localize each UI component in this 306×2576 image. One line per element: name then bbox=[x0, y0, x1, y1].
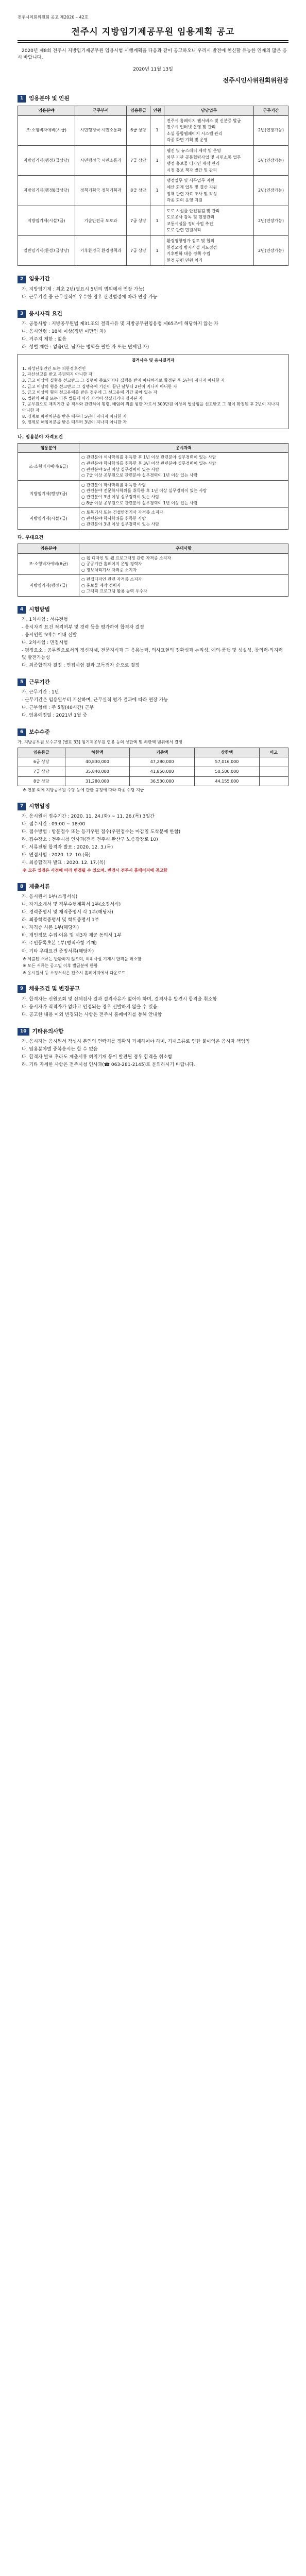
doc-note: ※ 모든 서류는 공고일 이후 발급분에 한함 bbox=[23, 963, 98, 969]
list-item: 나. 2차시험 : 면접시험 bbox=[22, 640, 68, 646]
list-item: 가. 응시자는 응시원서 작성시 본인의 연락처를 정확히 기재하여야 하며, 기재오류로 인한 불이익은 응시자 책임임 bbox=[22, 1039, 250, 1044]
list-item: 사. 최종합격자 발표 : 2020. 12. 17.(목) bbox=[22, 860, 106, 866]
requirement-line: ○ 관련분야 전문학사학위를 취득한 후 1년 이상 실무경력이 있는 사람 bbox=[81, 488, 207, 494]
title-rule bbox=[18, 40, 288, 43]
section-3-items bbox=[18, 321, 288, 351]
list-item: - 응시인원 5배수 이내 선발 bbox=[22, 633, 77, 638]
section-title: 근무기간 bbox=[29, 679, 50, 685]
dept-cell: 기후환경국 환경정책과 bbox=[75, 236, 127, 266]
salary-cell: 8급 상당 bbox=[18, 776, 65, 786]
section-8-items bbox=[18, 894, 288, 955]
count-cell: 1 bbox=[150, 115, 164, 145]
preference-subtitle: 다. 우대요건 bbox=[18, 535, 44, 540]
salary-cell: 7급 상당 bbox=[18, 767, 65, 777]
doc-note: ※ 제출된 서류는 반환하지 않으며, 허위사실 기재시 합격을 취소함 bbox=[23, 956, 142, 961]
col-header: 하한액 bbox=[65, 748, 130, 757]
field-cell: 일반임기제(환경7급상당) bbox=[18, 236, 75, 266]
duty-line: 각종 화면 기획 및 운영 bbox=[166, 138, 208, 143]
list-item: 가. 근무기간 : 1년 bbox=[22, 689, 59, 695]
col-header: 임용분야 bbox=[18, 544, 79, 553]
section-title: 임용기간 bbox=[29, 276, 50, 282]
duty-line: 교통시설물 정비사업 추진 bbox=[166, 221, 213, 226]
box-line: 3. 금고 이상의 실형을 선고받고 그 집행이 종료되거나 집행을 받지 아니하기로 확정된 후 5년이 지나지 아니한 자 bbox=[22, 378, 225, 383]
section-number: 2 bbox=[18, 276, 26, 283]
grade-cell: 7급 상당 bbox=[127, 145, 150, 175]
list-item: 다. 임용예정일 : 2021년 1월 중 bbox=[22, 713, 88, 718]
list-item: 라. 접수장소 : 전주시청 인사과(전북 전주시 완산구 노송광장로 10) bbox=[22, 837, 158, 843]
duty-line: 외부 기관 공동협력사업 및 시민소통 업무 bbox=[166, 155, 241, 160]
list-item: 다. 최종합격자 결정 : 면접시험 결과 고득점자 순으로 결정 bbox=[22, 663, 140, 668]
section-4-heading bbox=[18, 606, 288, 614]
table-row bbox=[18, 508, 288, 530]
list-item: 가. 1차시험 : 서류전형 bbox=[22, 617, 68, 623]
salary-cell: 31,280,000 bbox=[65, 776, 130, 786]
dept-cell: 기술안전국 도로과 bbox=[75, 206, 127, 235]
salary-cell bbox=[259, 767, 288, 777]
col-header: 인원 bbox=[150, 106, 164, 115]
section-6-heading bbox=[18, 728, 288, 736]
section-number: 1 bbox=[18, 95, 26, 103]
duties-cell bbox=[164, 236, 254, 266]
salary-cell: 47,280,000 bbox=[130, 757, 195, 767]
duty-line: 소셜 통합웹페이지 시스템 관리 bbox=[166, 131, 223, 136]
duties-cell bbox=[164, 145, 254, 175]
list-item: 나. 응시연령 : 18세 이상(정년 미만인 자) bbox=[22, 329, 106, 335]
duty-line: 예산 회계 업무 및 결산 지원 bbox=[166, 184, 217, 190]
section-number: 3 bbox=[18, 310, 26, 318]
section-1-heading bbox=[18, 95, 288, 103]
section-title: 임용분야 및 인원 bbox=[29, 95, 70, 101]
box-line: 7. 공무원으로 재직기간 중 직무와 관련하여 횡령, 배임의 죄를 범한 자로서 300만원 이상의 벌금형을 선고받고 그 형이 확정된 후 2년이 지나지 아니한 자 bbox=[22, 402, 279, 413]
list-item: 아. 기타 우대요건 증빙서류(해당자) bbox=[22, 948, 94, 954]
table-row bbox=[18, 115, 288, 145]
section-title: 보수수준 bbox=[29, 729, 50, 736]
qualification-subtitle: 나. 임용분야 자격요건 bbox=[18, 434, 63, 440]
section-number: 5 bbox=[18, 679, 26, 686]
section-2-items bbox=[18, 286, 288, 301]
field-cell: 지방임기제(시설7급) bbox=[18, 206, 75, 235]
period-cell: 5년(연장가능) bbox=[254, 145, 288, 175]
col-header: 근무기간 bbox=[254, 106, 288, 115]
disqualification-box bbox=[18, 354, 288, 429]
box-title: 결격사유 및 응시결격자 bbox=[131, 358, 175, 363]
col-header: 임용분야 bbox=[18, 106, 75, 115]
section-3-heading bbox=[18, 310, 288, 318]
positions-table bbox=[18, 106, 288, 266]
duty-line: 도로 관련 민원처리 bbox=[166, 228, 201, 233]
duties-cell bbox=[164, 115, 254, 145]
requirement-line: ○ 편집디자인 관련 자격증 소지자 bbox=[81, 577, 142, 582]
list-item: - 평정요소 : 공무원으로서의 정신자세, 전문지식과 그 응용능력, 의사표현의 정확성과 논리성, 예의·품행 및 성실성, 창의력·의지력 및 발전가능성 bbox=[22, 648, 283, 660]
list-item: 나. 근무기간 중 근무실적이 우수한 경우 관련법령에 따라 연장 가능 bbox=[22, 294, 158, 300]
section-title: 시험일정 bbox=[29, 803, 50, 809]
section-title: 시험방법 bbox=[29, 606, 50, 613]
schedule-warning: ※ 모든 일정은 사정에 따라 변경될 수 있으며, 변경시 전주시 홈페이지에 공고함 bbox=[23, 868, 168, 873]
duties-cell bbox=[164, 176, 254, 206]
section-4-items bbox=[18, 617, 288, 669]
section-7-heading bbox=[18, 803, 288, 810]
issuer-name: 전주시인사위원회위원장 bbox=[223, 77, 288, 84]
requirement-line: ○ 관련분야 3년 이상 실무경력이 있는 사람 bbox=[81, 494, 159, 499]
box-line: 5. 금고 이상의 형의 선고유예를 받은 경우에 그 선고유예 기간 중에 있는 자 bbox=[22, 390, 158, 395]
col-header: 기준액 bbox=[130, 748, 195, 757]
table-header-row bbox=[18, 106, 288, 115]
salary-cell: 40,830,000 bbox=[65, 757, 130, 767]
section-title: 채용조건 및 변경공고 bbox=[29, 986, 80, 992]
grade-cell: 6급 상당 bbox=[127, 115, 150, 145]
list-item: 나. 응시자가 적격자가 없다고 인정되는 경우 선발하지 않을 수 있음 bbox=[22, 1004, 158, 1010]
box-line: 8. 징계로 파면처분을 받은 때부터 5년이 지나지 아니한 자 bbox=[22, 414, 127, 419]
col-header: 응시자격 bbox=[79, 443, 288, 453]
duties-cell bbox=[164, 206, 254, 235]
list-item: 나. 접수시간 : 09:00 ~ 18:00 bbox=[22, 822, 86, 827]
duty-line: 기후변화 대응 정책 수립 bbox=[166, 251, 211, 257]
field-cell: 지방임기제(행정7급) bbox=[18, 575, 79, 597]
requirement-line: ○ 관련분야 5년 이상 실무경력이 있는 사람 bbox=[81, 467, 159, 472]
salary-cell bbox=[259, 757, 288, 767]
list-item: 바. 면접시험 : 2020. 12. 10.(목) bbox=[22, 853, 91, 858]
section-number: 10 bbox=[18, 1028, 29, 1036]
dept-cell: 시민행정국 시민소통과 bbox=[75, 115, 127, 145]
requirement-line: ○ 정보처리기사 자격증 소지자 bbox=[81, 567, 137, 572]
list-item: 가. 지방임기제 : 최초 2년(필요시 5년의 범위에서 연장 가능) bbox=[22, 286, 145, 292]
qualification-table bbox=[18, 443, 288, 530]
salary-cell: 41,850,000 bbox=[130, 767, 195, 777]
requirement-cell bbox=[79, 575, 288, 597]
header-note: 전주시의회위원회 공고 제2020 – 42호 bbox=[18, 15, 89, 20]
table-row bbox=[18, 236, 288, 266]
salary-cell: 35,840,000 bbox=[65, 767, 130, 777]
duty-line: 도로 시설물 안전점검 및 관리 bbox=[166, 208, 220, 213]
requirement-line: ○ 관련분야 석사학위를 취득한 후 1년 이상 관련분야 실무경력이 있는 사람 bbox=[81, 455, 216, 460]
table-row bbox=[18, 480, 288, 507]
table-row bbox=[18, 145, 288, 175]
requirement-cell bbox=[79, 553, 288, 575]
duty-line: 도로공사 감독 및 현장관리 bbox=[166, 215, 215, 220]
requirement-line: ○ 8급 이상 공무원으로 관련분야 실무경력이 1년 이상 있는 사람 bbox=[81, 500, 198, 505]
count-cell: 1 bbox=[150, 206, 164, 235]
grade-cell: 8급 상당 bbox=[127, 176, 150, 206]
section-10-items bbox=[18, 1039, 288, 1069]
duty-line: 행정업무 및 서무업무 지원 bbox=[166, 178, 215, 183]
col-header: 우대사항 bbox=[79, 544, 288, 553]
dept-cell: 시민행정국 시민소통과 bbox=[75, 145, 127, 175]
col-header: 근무부서 bbox=[75, 106, 127, 115]
duty-line: 전주시 인터넷 운영 및 관리 bbox=[166, 125, 216, 130]
field-cell: 조·소형비자예비(시급) bbox=[18, 115, 75, 145]
period-cell: 2년(연장가능) bbox=[254, 206, 288, 235]
doc-note: ※ 응시원서 등 소정서식은 전주시 홈페이지에서 다운로드 bbox=[23, 970, 126, 975]
list-item: 가. 합격자는 신원조회 및 신체검사 결과 결격사유가 없어야 하며, 결격사유 발견시 합격을 취소함 bbox=[22, 996, 217, 1002]
box-line: 9. 징계로 해임처분을 받은 때부터 3년이 지나지 아니한 자 bbox=[22, 420, 127, 425]
duty-line: 환경영향평가 검토 및 협의 bbox=[166, 239, 215, 244]
table-row bbox=[18, 553, 288, 575]
period-cell: 2년(연장가능) bbox=[254, 115, 288, 145]
list-item: 사. 주민등록초본 1부(병적사항 기재) bbox=[22, 941, 97, 946]
requirement-line: ○ 공공기관 홈페이지 운영 경력자 bbox=[81, 562, 142, 567]
salary-cell: 50,500,000 bbox=[195, 767, 260, 777]
field-cell: 조·소형비자예비(6급) bbox=[18, 453, 79, 480]
grade-cell: 7급 상당 bbox=[127, 206, 150, 235]
list-item: 라. 최종학력증명서 및 학위증명서 1부 bbox=[22, 918, 99, 923]
section-number: 9 bbox=[18, 985, 26, 993]
period-cell: 2년(연장가능) bbox=[254, 236, 288, 266]
list-item: 다. 합격자 발표 후라도 제출서류 허위기재 등이 발견될 경우 합격을 취소함 bbox=[22, 1055, 173, 1060]
section-8-heading bbox=[18, 883, 288, 891]
announcement-date: 2020년 11월 13일 bbox=[133, 67, 173, 73]
list-item: 바. 개인정보 수집·이용 및 제3자 제공 동의서 1부 bbox=[22, 933, 122, 939]
field-cell: 지방임기제(행정7급) bbox=[18, 480, 79, 507]
duty-line: 전주시 홈페이지 웹서비스 및 신분증 발급 bbox=[166, 118, 241, 123]
table-row bbox=[18, 767, 288, 777]
section-number: 4 bbox=[18, 606, 26, 614]
section-title: 제출서류 bbox=[29, 883, 50, 890]
requirement-line: ○ 관련분야 학사학위를 취득한 사람 bbox=[81, 482, 146, 487]
requirement-cell bbox=[79, 508, 288, 530]
section-title: 응시자격 요건 bbox=[29, 310, 62, 317]
requirement-line: ○ 관련분야 학사학위를 취득한 사람 bbox=[81, 516, 146, 521]
box-line: 6. 법원의 판결 또는 다른 법률에 따라 자격이 상실되거나 정지된 자 bbox=[22, 396, 143, 401]
count-cell: 1 bbox=[150, 236, 164, 266]
salary-cell: 6급 상당 bbox=[18, 757, 65, 767]
col-header: 임용등급 bbox=[127, 106, 150, 115]
salary-cell: 57,016,000 bbox=[195, 757, 260, 767]
count-cell: 1 bbox=[150, 145, 164, 175]
intro-text: 2020년 제8회 전주시 지방임기제공무원 임용시험 시행계획을 다음과 같이 공고하오니 우리시 발전에 헌신할 유능한 인재의 많은 응시 바랍니다. bbox=[18, 48, 287, 61]
col-header: 임용분야 bbox=[18, 443, 79, 453]
list-item: - 근무기간은 임용일부터 기산하며, 근무실적 평가 결과에 따라 연장 가능 bbox=[22, 697, 168, 703]
box-line: 4. 금고 이상의 형을 선고받고 그 집행유예 기간이 끝난 날부터 2년이 지나지 아니한 자 bbox=[22, 384, 177, 389]
table-row bbox=[18, 176, 288, 206]
salary-intro: 가. 지방공무원 보수규정 [별표 33] 임기제공무원 연봉 등의 상한액 및 하한액 범위에서 결정 bbox=[18, 740, 182, 745]
grade-cell: 7급 상당 bbox=[127, 236, 150, 266]
table-row bbox=[18, 575, 288, 597]
box-line: 1. 피성년후견인 또는 피한정후견인 bbox=[22, 366, 86, 371]
section-5-heading bbox=[18, 679, 288, 686]
salary-note: ※ 연봉 외에 지방공무원 수당 등에 관한 규정에 따라 각종 수당 지급 bbox=[23, 788, 144, 793]
table-header-row bbox=[18, 443, 288, 453]
list-item: 라. 기타 자세한 사항은 전주시청 인사과(☎ 063-281-2145)로 문의하시기 바랍니다. bbox=[22, 1062, 195, 1068]
list-item: 마. 자격증 사본 1부(해당자) bbox=[22, 925, 79, 931]
requirement-line: ○ 7급 이상 공무원으로 관련분야 실무경력이 1년 이상 있는 사람 bbox=[81, 473, 198, 478]
section-5-items bbox=[18, 689, 288, 719]
count-cell: 1 bbox=[150, 176, 164, 206]
table-row bbox=[18, 776, 288, 786]
col-header: 상한액 bbox=[195, 748, 260, 757]
list-item: 가. 응시원서 1부(소정서식) bbox=[22, 894, 78, 900]
preference-table bbox=[18, 544, 288, 597]
section-number: 8 bbox=[18, 883, 26, 891]
duty-line: 웹진 및 뉴스레터 제작 및 운영 bbox=[166, 148, 221, 153]
field-cell: 지방임기제(시설7급) bbox=[18, 508, 79, 530]
section-title: 기타유의사항 bbox=[32, 1028, 64, 1035]
list-item: 다. 접수방법 : 방문접수 또는 등기우편 접수(우편접수는 마감일 도착분에 한함) bbox=[22, 829, 181, 835]
salary-cell: 36,530,000 bbox=[130, 776, 195, 786]
section-number: 6 bbox=[18, 728, 26, 736]
box-line: 2. 파산선고를 받고 복권되지 아니한 자 bbox=[22, 372, 93, 377]
duty-line: 정책 관련 자료 조사 및 작성 bbox=[166, 191, 217, 196]
salary-table bbox=[18, 748, 288, 786]
section-2-heading bbox=[18, 275, 288, 283]
list-item: 다. 경력증명서 및 재직증명서 각 1부(해당자) bbox=[22, 910, 113, 916]
col-header: 담당업무 bbox=[164, 106, 254, 115]
list-item: 나. 자기소개서 및 직무수행계획서 1부(소정서식) bbox=[22, 902, 121, 908]
requirement-cell bbox=[79, 480, 288, 507]
section-9-items bbox=[18, 996, 288, 1019]
col-header: 임용등급 bbox=[18, 748, 65, 757]
list-item: 라. 성별 제한 : 없음(단, 남자는 병역을 필한 자 또는 면제된 자) bbox=[22, 345, 149, 350]
list-item: 가. 공통사항 : 지방공무원법 제31조의 결격사유 및 지방공무원임용령 제65조에 해당하지 않는 자 bbox=[22, 321, 218, 327]
requirement-line: ○ 관련분야 학사학위를 취득한 후 3년 이상 관련분야 실무경력이 있는 사람 bbox=[81, 461, 216, 466]
table-row bbox=[18, 206, 288, 235]
requirement-cell bbox=[79, 453, 288, 480]
list-item: 다. 공고한 내용 이외 변경되는 사항은 전주시 홈페이지를 통해 안내함 bbox=[22, 1012, 162, 1018]
requirement-line: ○ 관련분야 3년 이상 실무경력이 있는 사람 bbox=[81, 522, 159, 527]
col-header: 비고 bbox=[259, 748, 288, 757]
list-item: 나. 임용분야별 중복응시는 할 수 없음 bbox=[22, 1046, 98, 1052]
duty-line: 각종 회의 운영 지원 bbox=[166, 198, 202, 203]
table-row bbox=[18, 453, 288, 480]
duty-line: 환경 관련 민원 처리 bbox=[166, 258, 202, 263]
field-cell: 지방임기제(행정7급상당) bbox=[18, 145, 75, 175]
table-row bbox=[18, 757, 288, 767]
duty-line: 행정 홍보물 디자인 제작 관리 bbox=[166, 161, 220, 166]
list-item: 다. 거주지 제한 : 없음 bbox=[22, 337, 66, 343]
requirement-line: ○ 토목기사 또는 건설안전기사 자격증 소지자 bbox=[81, 510, 163, 515]
requirement-line: ○ 홍보물 제작 경력자 bbox=[81, 583, 121, 588]
table-header-row bbox=[18, 748, 288, 757]
period-cell: 2년(연장가능) bbox=[254, 176, 288, 206]
list-item: 마. 서류전형 합격자 발표 : 2020. 12. 3.(목) bbox=[22, 845, 113, 851]
duty-line: 환경오염 방지시설 지도점검 bbox=[166, 245, 217, 250]
list-item: - 응시자격 요건 적격여부 및 경력 등을 평가하여 합격자 결정 bbox=[22, 625, 144, 631]
dept-cell: 정책기획국 정책기획과 bbox=[75, 176, 127, 206]
requirement-line: ○ 그래픽 프로그램 활용 능력 우수자 bbox=[81, 589, 147, 594]
list-item: 가. 응시원서 접수기간 : 2020. 11. 24.(화) ~ 11. 26.(목) 3일간 bbox=[22, 814, 155, 820]
field-cell: 지방임기제(행정8급상당) bbox=[18, 176, 75, 206]
salary-cell: 44,155,000 bbox=[195, 776, 260, 786]
section-7-items bbox=[18, 814, 288, 867]
salary-cell bbox=[259, 776, 288, 786]
table-header-row bbox=[18, 544, 288, 553]
section-10-heading bbox=[18, 1028, 288, 1036]
list-item: 나. 근무형태 : 주 5일(40시간) 근무 bbox=[22, 705, 94, 710]
page-title: 전주시 지방임기제공무원 임용계획 공고 bbox=[71, 26, 235, 37]
section-9-heading bbox=[18, 985, 288, 993]
duty-line: 시정 홍보 책자 발간 및 관리 bbox=[166, 167, 217, 173]
section-number: 7 bbox=[18, 803, 26, 810]
requirement-line: ○ 웹 디자인 및 웹 프로그래밍 관련 자격증 소지자 bbox=[81, 555, 172, 561]
field-cell: 조·소형비자예비(6급) bbox=[18, 553, 79, 575]
